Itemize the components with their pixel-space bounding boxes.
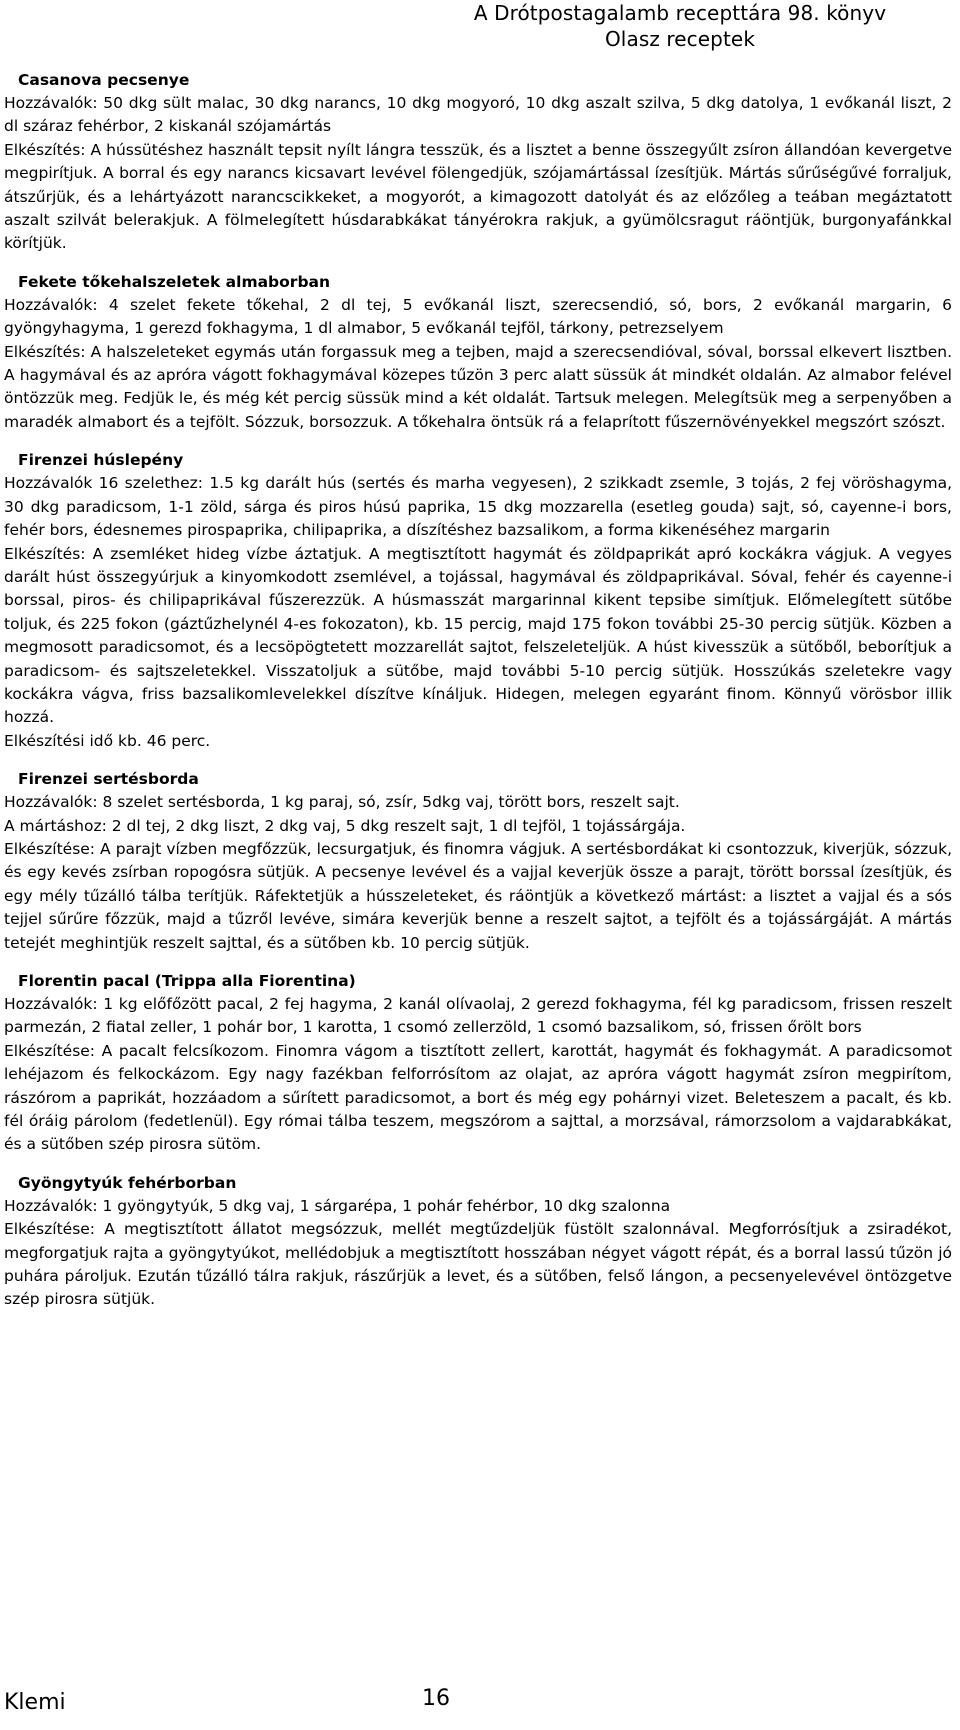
author-name: Klemi xyxy=(4,1690,66,1715)
book-title: A Drótpostagalamb recepttára 98. könyv xyxy=(473,1,887,25)
recipe-content xyxy=(4,68,952,1320)
recipe-instructions: Elkészítés: A zsemléket hideg vízbe áztatjuk. A megtisztított hagymát és zöldpaprikát apró kockákra vágjuk. A vegyes darált húst összegyúrjuk a kinyomkodott zsemlével, a tojással, hagymával és zöldpaprikával. Sóval, fehér és cayenne-i borssal, piros- és chilipaprikával fűszerezzük. A húsmasszát margarinnal kikent tepsibe simítjuk. Előmelegített sütőbe toljuk, és 225 fokon (gáztűzhelynél 4-es fokozaton), kb. 15 percig, majd 175 fokon további 25-30 percig sütjük. Közben a megmosott paradicsomot, és a lecsöpögtetett mozzarellát sajtot, felszeleteljük. A húst kivesszük a sütőből, beborítjuk a paradicsom- és sajtszeletekkel. Visszatoljuk a sütőbe, majd további 5-10 percig sütjük. Hosszúkás szeletekre vagy kockákra vágva, friss bazsalikomlevelekkel díszítve kínáljuk. Hidegen, melegen egyaránt finom. Könnyű vörösbor illik hozzá. xyxy=(4,544,952,727)
recipe-ingredients: Hozzávalók: 1 gyöngytyúk, 5 dkg vaj, 1 sárgarépa, 1 pohár fehérbor, 10 dkg szalonna xyxy=(4,1196,671,1215)
recipe-title: Florentin pacal (Trippa alla Fiorentina) xyxy=(18,972,356,990)
recipe-instructions: Elkészítés: A halszeleteket egymás után forgassuk meg a tejben, majd a szerecsendióval, sóval, borssal elkevert lisztben. A hagymával és az apróra vágott fokhagymával közepes tűzön 3 perc alatt süssük át mindkét oldalán. Az almabor felével öntözzük meg. Fedjük le, és még két percig süssük mind a két oldalát. Tartsuk melegen. Melegítsük meg a serpenyőben a maradék almabort és a tejfölt. Sózzuk, borsozzuk. A tőkehalra öntsük rá a felaprított fűszernövényekkel megszórt szószt. xyxy=(4,342,952,431)
recipe xyxy=(4,1171,952,1312)
recipe-instructions: Elkészítése: A parajt vízben megfőzzük, lecsurgatjuk, és finomra vágjuk. A sertésbordákat ki csontozzuk, kiverjük, sózzuk, és egy kevés zsírban ropogósra sütjük. A pecsenye levével és a vajjal keverjük össze a parajt, törött borssal ízesítjük, és egy mély tűzálló tálba terítjük. Ráfektetjük a hússzeleteket, és ráöntjük a következő mártást: a lisztet a vajjal és a sós tejjel sűrűre főzzük, majd a tűzről levéve, simára keverjük benne a reszelt sajtot, a tejfölt és a tojássárgáját. A mártás tetejét meghintjük reszelt sajttal, és a sütőben kb. 10 percig sütjük. xyxy=(4,839,952,952)
recipe-title: Firenzei sertésborda xyxy=(18,770,199,789)
page-header xyxy=(400,0,960,52)
recipe-instructions: Elkészítése: A pacalt felcsíkozom. Finomra vágom a tisztított zellert, karottát, hagymát és fokhagymát. A paradicsomot lehéjazom és felkockázom. Egy nagy fazékban felforrósítom az olajat, az apróra vágott hagymát zsíron megpirítom, rászórom a paprikát, hozzáadom a sűrített paradicsomot, a bort és még egy pohárnyi vizet. Beleteszem a pacalt, és kb. fél óráig párolom (fedetlenül). Egy római tálba teszem, megszórom a sajttal, a morzsával, rámorzsolom a vajdarabkákat, és a sütőben szép pirosra sütöm. xyxy=(4,1041,952,1154)
recipe-ingredients: Hozzávalók 16 szelethez: 1.5 kg darált hús (sertés és marha vegyesen), 2 szikkadt zsemle, 3 tojás, 2 fej vöröshagyma, 30 dkg paradicsom, 1-1 zöld, sárga és piros húsú paprika, 15 dkg mozzarella (esetleg gouda) sajt, só, cayenne-i bors, fehér bors, édesnemes pirospaprika, chilipaprika, a díszítéshez bazsalikom, a forma kikenéséhez margarin xyxy=(4,474,952,540)
recipe-instructions: Elkészítése: A megtisztított állatot megsózzuk, mellét megtűzdeljük füstölt szalonnával. Megforrósítjuk a zsiradékot, megforgatjuk rajta a gyöngytyúkot, mellédobjuk a megtisztított hosszában négyet vágott répát, és a borral lassú tűzön jó puhára pároljuk. Ezután tűzálló tálra rakjuk, rászűrjük a levet, és a sütőben, felső lángon, a pecsenyelevével öntözgetve szép pirosra sütjük. xyxy=(4,1220,952,1309)
recipe xyxy=(4,448,952,753)
recipe-title: Casanova pecsenye xyxy=(18,71,190,89)
recipe-ingredients: Hozzávalók: 1 kg előfőzött pacal, 2 fej hagyma, 2 kanál olívaolaj, 2 gerezd fokhagyma, fél kg paradicsom, frissen reszelt parmezán, 2 fiatal zeller, 1 pohár bor, 1 karotta, 1 csomó zellerzöld, 1 csomó bazsalikom, só, frissen őrölt bors xyxy=(4,995,952,1037)
page-footer xyxy=(4,1686,952,1730)
recipe-ingredients: Hozzávalók: 8 szelet sertésborda, 1 kg paraj, só, zsír, 5dkg vaj, törött bors, reszelt sajt. xyxy=(4,793,680,812)
recipe-title: Firenzei húslepény xyxy=(18,451,184,470)
recipe xyxy=(4,767,952,955)
recipe-title: Fekete tőkehalszeletek almaborban xyxy=(18,272,331,291)
recipe-title: Gyöngytyúk fehérborban xyxy=(18,1173,237,1192)
recipe-sauce: A mártáshoz: 2 dl tej, 2 dkg liszt, 2 dkg vaj, 5 dkg reszelt sajt, 1 dl tejföl, 1 tojássárgája. xyxy=(4,816,686,835)
recipe xyxy=(4,68,952,256)
recipe-instructions: Elkészítés: A hússütéshez használt tepsit nyílt lángra tesszük, és a lisztet a benne összegyűlt zsíron állandóan kevergetve megpirítjuk. A borral és egy narancs kicsavart levével fölengedjük, szójamártással ízesítjük. Mártás sűrűségűvé forraljuk, átszűrjük, és a lehártyázott narancscikkeket, a mogyorót, a kimagozott datolyát és az előzőleg a teában megáztatott aszalt szilvát belerakjuk. A fölmelegített húsdarabkákat tányérokra rakjuk, a gyümölcsragut ráöntjük, burgonyafánkkal körítjük. xyxy=(4,140,952,253)
recipe-time: Elkészítési idő kb. 46 perc. xyxy=(4,731,211,750)
recipe-ingredients: Hozzávalók: 50 dkg sült malac, 30 dkg narancs, 10 dkg mogyoró, 10 dkg aszalt szilva, 5 dkg datolya, 1 evőkanál liszt, 2 dl száraz fehérbor, 2 kiskanál szójamártás xyxy=(4,94,952,136)
recipe-ingredients: Hozzávalók: 4 szelet fekete tőkehal, 2 dl tej, 5 evőkanál liszt, szerecsendió, só, bors, 2 evőkanál margarin, 6 gyöngyhagyma, 1 gerezd fokhagyma, 1 dl almabor, 5 evőkanál tejföl, tárkony, petrezselyem xyxy=(4,295,952,338)
recipe xyxy=(4,969,952,1157)
page-number: 16 xyxy=(422,1686,450,1711)
recipe xyxy=(4,270,952,434)
section-title: Olasz receptek xyxy=(604,27,756,51)
